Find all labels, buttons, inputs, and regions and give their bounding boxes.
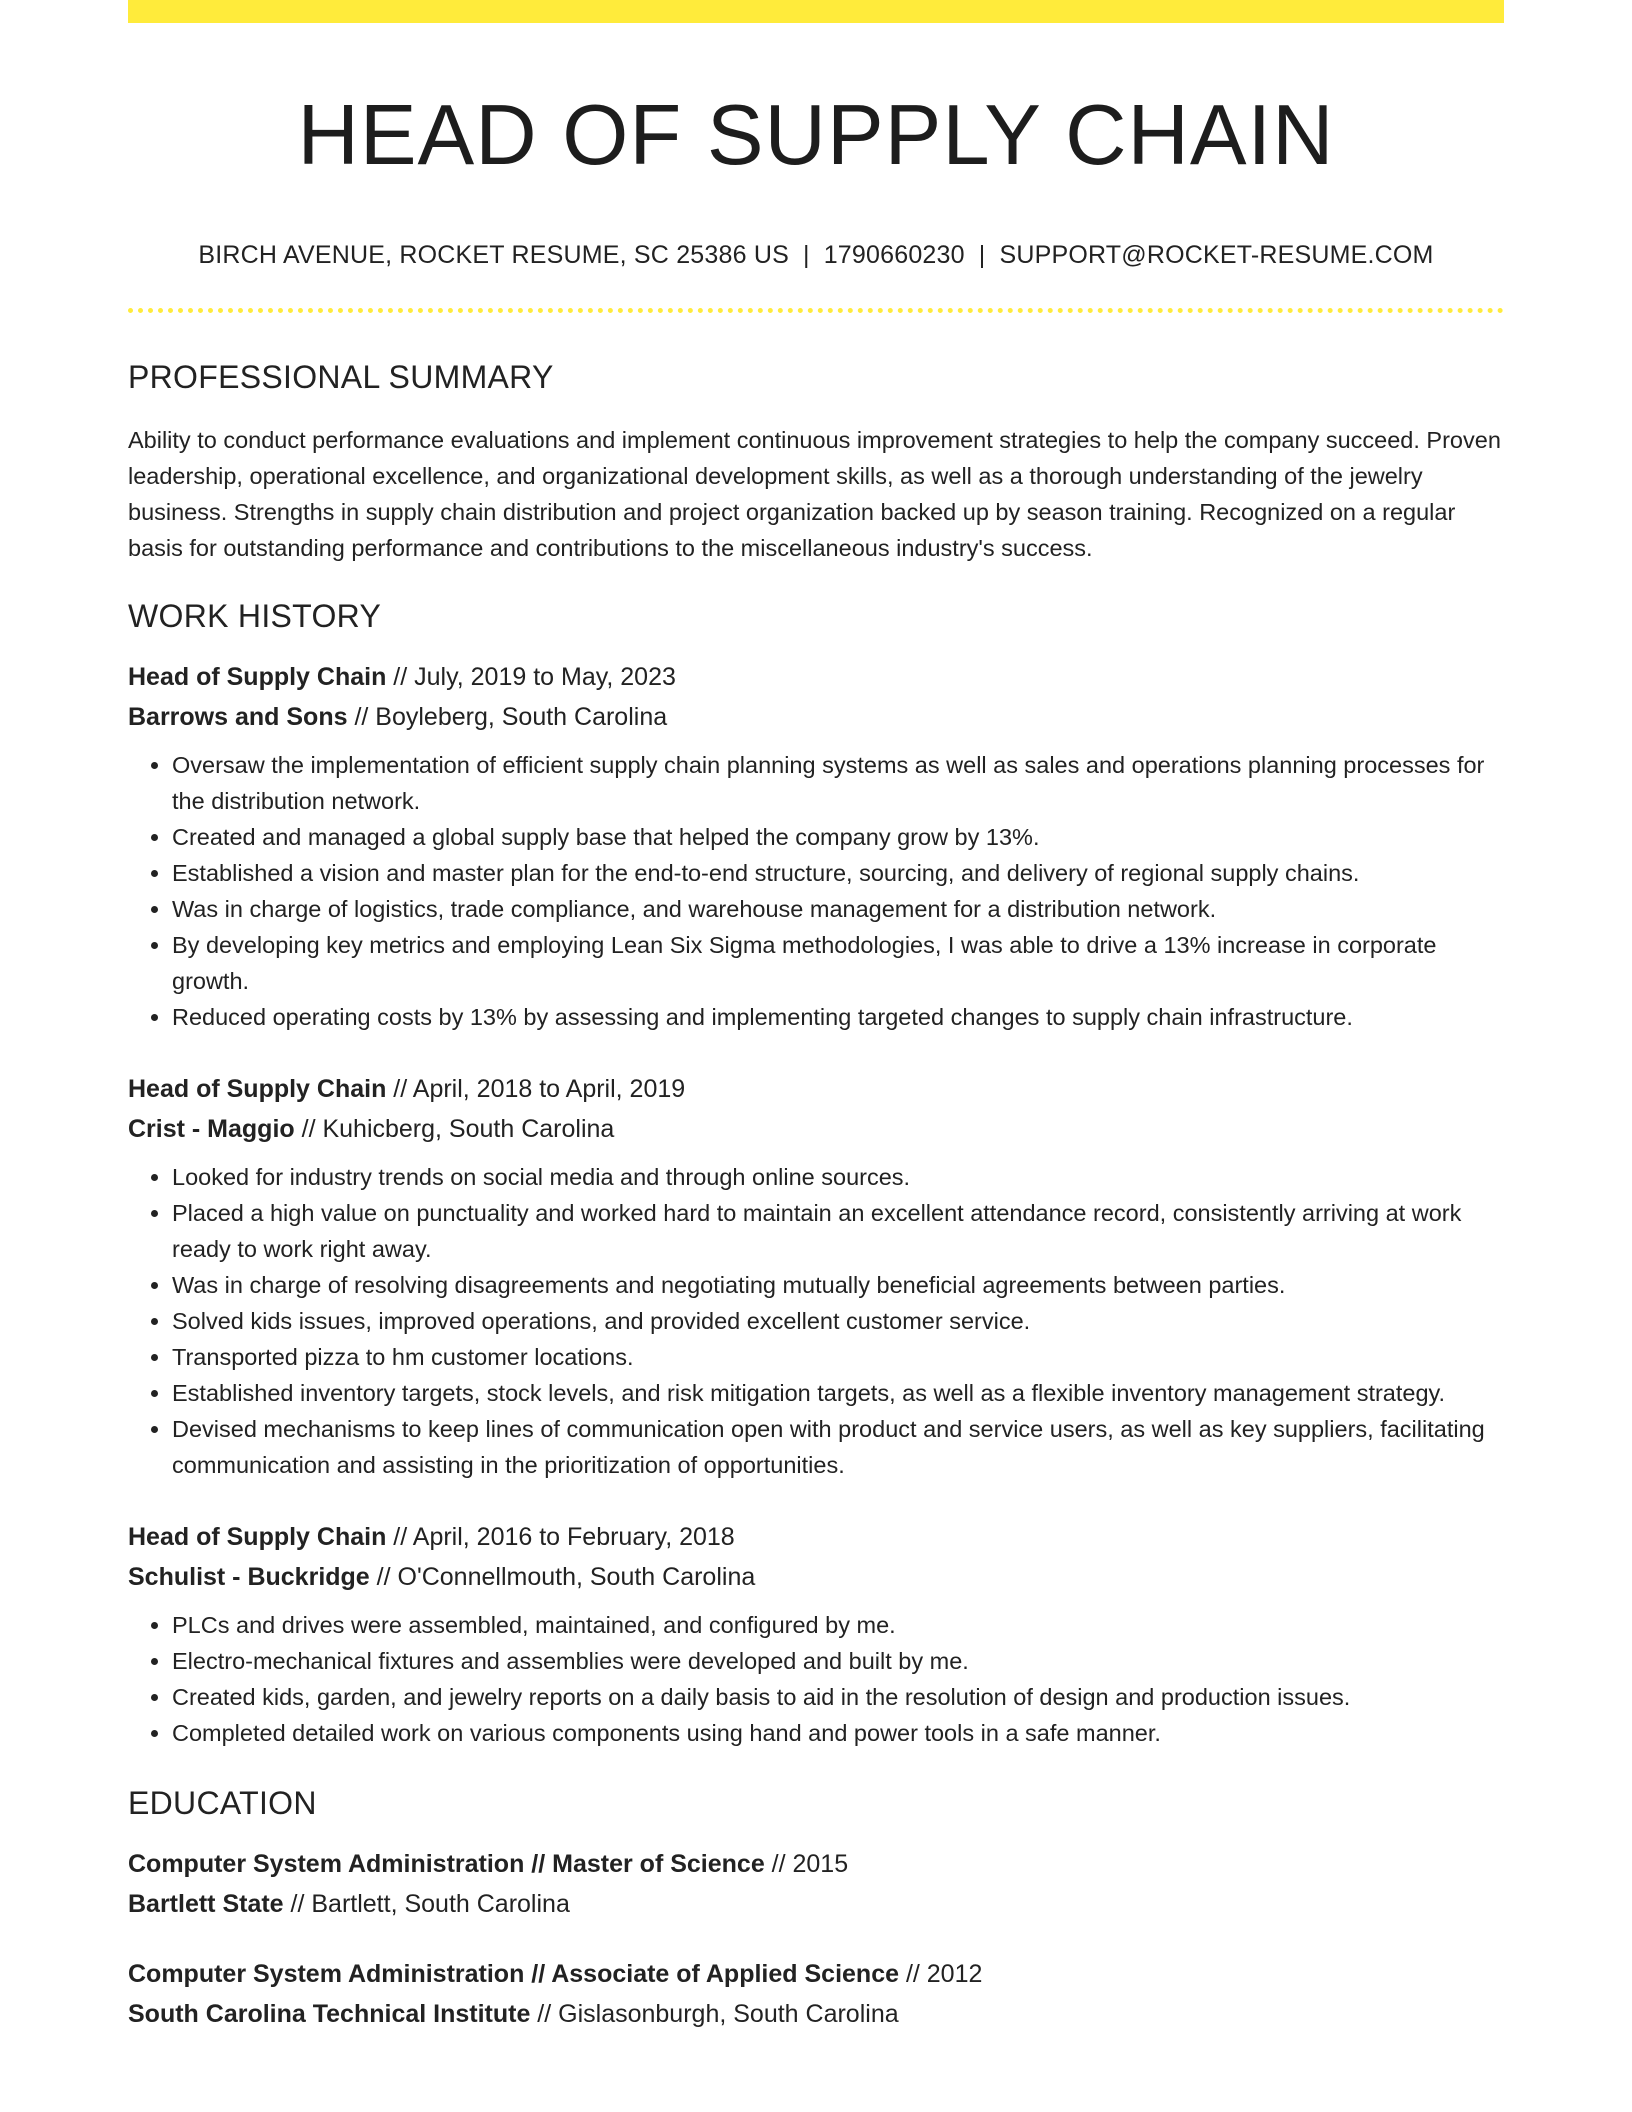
summary-heading: PROFESSIONAL SUMMARY — [128, 358, 554, 395]
list-item: • Established inventory targets, stock levels, and risk mitigation targets, as well as a flexible inventory management strategy. — [172, 1375, 1504, 1411]
list-item: • By developing key metrics and employing Lean Six Sigma methodologies, I was able to drive a 13% increase in corporate growth. — [172, 927, 1504, 999]
list-item: • Devised mechanisms to keep lines of communication open with product and service users, as well as key suppliers, facilitating communication and assisting in the prioritization of opportunities. — [172, 1411, 1504, 1483]
degree-year: // 2012 — [899, 1959, 983, 1988]
education-entry — [128, 1844, 1504, 1924]
job-company: Barrows and Sons — [128, 702, 348, 731]
summary-text: Ability to conduct performance evaluations and implement continuous improvement strategies to help the company succeed. Proven leadership, operational excellence, and organizational development skills, as well as a thorough understanding of the jewelry business. Strengths in supply chain distribution and project organization backed up by season training. Recognized on a regular basis for outstanding performance and contributions to the miscellaneous industry's success. — [128, 426, 1501, 561]
job-company-line — [128, 697, 1504, 737]
education-heading: EDUCATION — [128, 1784, 317, 1821]
job-entry — [128, 1069, 1504, 1483]
address: BIRCH AVENUE, ROCKET RESUME, SC 25386 US — [198, 240, 789, 269]
job-company: Crist - Maggio — [128, 1114, 295, 1143]
list-item: • Transported pizza to hm customer locations. — [172, 1339, 1504, 1375]
education-entry — [128, 1954, 1504, 2034]
list-item: • Was in charge of logistics, trade compliance, and warehouse management for a distribution network. — [172, 891, 1504, 927]
list-item: • PLCs and drives were assembled, maintained, and configured by me. — [172, 1607, 1504, 1643]
job-title: Head of Supply Chain — [128, 662, 387, 691]
job-location: // Boyleberg, South Carolina — [347, 702, 668, 731]
school: South Carolina Technical Institute — [128, 1999, 531, 2028]
list-item: • Was in charge of resolving disagreements and negotiating mutually beneficial agreements between parties. — [172, 1267, 1504, 1303]
degree-line — [128, 1844, 1504, 1884]
job-company-line — [128, 1557, 1504, 1597]
contact-separator: | — [978, 240, 986, 269]
list-item: • Looked for industry trends on social media and through online sources. — [172, 1159, 1504, 1195]
degree-line — [128, 1954, 1504, 1994]
email: SUPPORT@ROCKET-RESUME.COM — [999, 240, 1434, 269]
job-dates: // April, 2016 to February, 2018 — [386, 1522, 735, 1551]
job-entry — [128, 657, 1504, 1035]
job-location: // O'Connellmouth, South Carolina — [369, 1562, 756, 1591]
job-location: // Kuhicberg, South Carolina — [294, 1114, 615, 1143]
degree: Computer System Administration // Master of Science — [128, 1849, 765, 1878]
job-bullets — [128, 747, 1504, 1035]
job-dates: // July, 2019 to May, 2023 — [386, 662, 676, 691]
school-line — [128, 1994, 1504, 2034]
list-item: • Electro-mechanical fixtures and assemblies were developed and built by me. — [172, 1643, 1504, 1679]
school: Bartlett State — [128, 1889, 284, 1918]
list-item: • Created and managed a global supply base that helped the company grow by 13%. — [172, 819, 1504, 855]
school-location: // Gislasonburgh, South Carolina — [530, 1999, 899, 2028]
contact-line — [128, 241, 1504, 270]
job-company: Schulist - Buckridge — [128, 1562, 370, 1591]
dotted-divider — [128, 308, 1504, 313]
school-location: // Bartlett, South Carolina — [283, 1889, 570, 1918]
job-company-line — [128, 1109, 1504, 1149]
degree: Computer System Administration // Associate of Applied Science — [128, 1959, 899, 1988]
resume-page — [128, 0, 1504, 2034]
work-history-heading: WORK HISTORY — [128, 597, 382, 634]
job-entry — [128, 1517, 1504, 1751]
contact-separator: | — [803, 240, 810, 269]
school-line — [128, 1884, 1504, 1924]
list-item: • Established a vision and master plan for the end-to-end structure, sourcing, and delivery of regional supply chains. — [172, 855, 1504, 891]
job-bullets — [128, 1159, 1504, 1483]
job-title-line — [128, 1069, 1504, 1109]
job-title-line — [128, 657, 1504, 697]
job-dates: // April, 2018 to April, 2019 — [386, 1074, 686, 1103]
job-title-line — [128, 1517, 1504, 1557]
job-title: Head of Supply Chain — [128, 1074, 387, 1103]
job-bullets — [128, 1607, 1504, 1751]
list-item: • Oversaw the implementation of efficient supply chain planning systems as well as sales and operations planning processes for the distribution network. — [172, 747, 1504, 819]
list-item: • Completed detailed work on various components using hand and power tools in a safe manner. — [172, 1715, 1504, 1751]
page-title: HEAD OF SUPPLY CHAIN — [297, 88, 1335, 183]
accent-bar — [128, 0, 1504, 23]
phone: 1790660230 — [823, 240, 965, 269]
list-item: • Reduced operating costs by 13% by assessing and implementing targeted changes to supply chain infrastructure. — [172, 999, 1504, 1035]
degree-year: // 2015 — [764, 1849, 849, 1878]
list-item: • Solved kids issues, improved operations, and provided excellent customer service. — [172, 1303, 1504, 1339]
list-item: • Created kids, garden, and jewelry reports on a daily basis to aid in the resolution of design and production issues. — [172, 1679, 1504, 1715]
list-item: • Placed a high value on punctuality and worked hard to maintain an excellent attendance record, consistently arriving at work ready to work right away. — [172, 1195, 1504, 1267]
job-title: Head of Supply Chain — [128, 1522, 387, 1551]
